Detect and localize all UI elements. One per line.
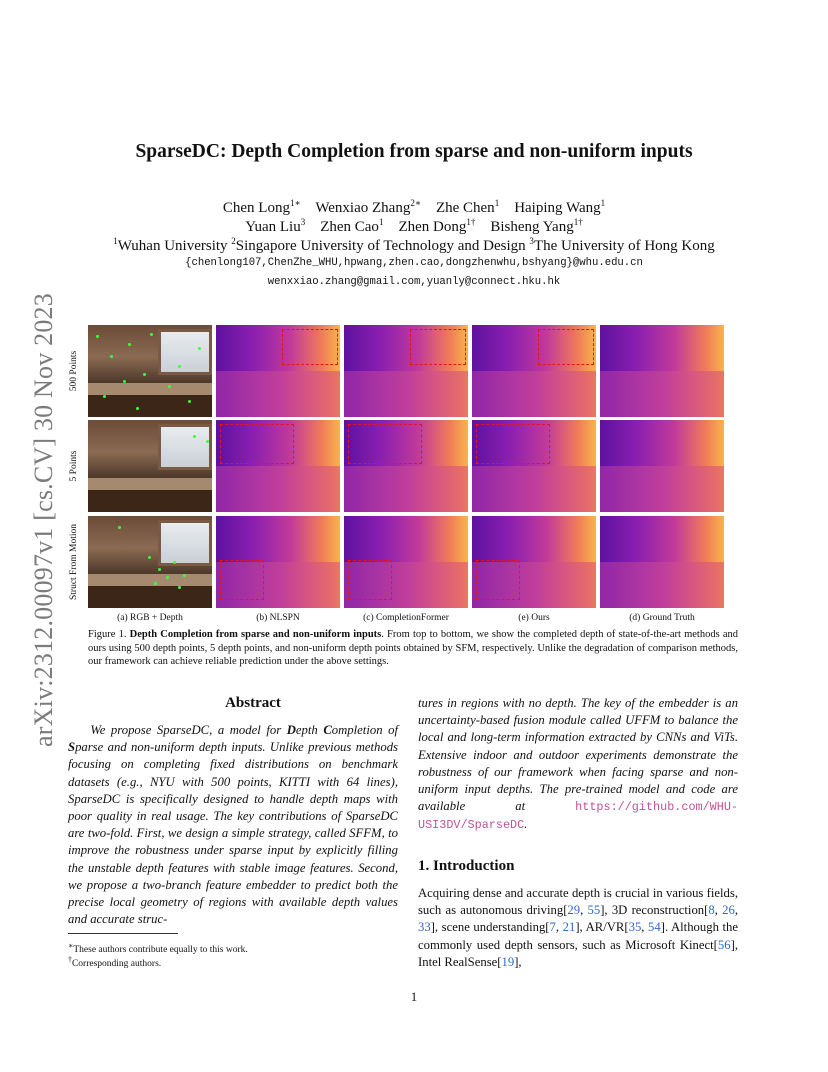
author: Yuan Liu: [245, 219, 301, 235]
citation-link[interactable]: 21: [562, 920, 576, 935]
citation-link[interactable]: 29: [567, 903, 581, 918]
intro-text-run: ],: [514, 954, 522, 969]
paper-title: SparseDC: Depth Completion from sparse and non-uniform inputs: [135, 141, 693, 162]
depth-point: [206, 440, 209, 443]
footnote-rule: [68, 933, 178, 934]
depth-point: [123, 380, 126, 383]
author: Zhen Cao: [320, 219, 379, 235]
citation-link[interactable]: 19: [501, 954, 515, 969]
floor-shape: [600, 562, 724, 608]
counter-shape: [88, 383, 212, 395]
highlight-box: [282, 329, 338, 365]
depth-point: [143, 373, 146, 376]
depth-point: [148, 556, 151, 559]
author: Zhe Chen: [435, 200, 495, 216]
affiliation: Singapore University of Technology and Design: [235, 238, 530, 254]
window-shape: [158, 520, 212, 566]
intro-text-run: ], Intel RealSense[: [418, 937, 738, 969]
highlight-box: [476, 560, 520, 600]
ours-depth-image: [472, 516, 596, 608]
floor-shape: [600, 466, 724, 512]
depth-point: [193, 435, 196, 438]
abstract-bold: C: [323, 723, 332, 737]
footnote-equal-contribution: [68, 941, 248, 955]
affiliation-sup: 2: [231, 236, 236, 246]
author-sup: 1: [494, 198, 500, 208]
depth-point: [166, 576, 169, 579]
intro-text-run: ], scene understanding[: [430, 920, 550, 935]
page-number: 1: [410, 990, 418, 1004]
depth-point: [103, 395, 106, 398]
floor-shape: [216, 371, 340, 417]
depth-point: [188, 400, 191, 403]
abstract-text: .: [524, 817, 528, 832]
row-label-text: Struct From Motion: [69, 523, 79, 601]
author-sup: 2∗: [410, 198, 421, 208]
abstract-bold: S: [68, 740, 76, 755]
abstract-heading: Abstract: [225, 695, 281, 711]
citation-link[interactable]: 33: [418, 920, 431, 935]
intro-text-run: ]. Although the commonly used depth sensors, such as Microsoft Kinect[: [418, 920, 738, 952]
column-label: (d) Ground Truth: [629, 613, 695, 623]
caption-bold: Depth Completion from sparse and non-uniform inputs: [129, 629, 382, 640]
author-sup: 1: [378, 217, 384, 227]
window-shape: [158, 329, 212, 375]
depth-point: [118, 526, 121, 529]
author-sup: 1∗: [289, 198, 301, 208]
abstract-text: parse: [75, 740, 104, 755]
cabinet-shape: [88, 395, 212, 417]
author-sup: 3: [300, 217, 306, 227]
row-label-text: 500 Points: [69, 350, 79, 392]
highlight-box: [476, 424, 550, 464]
citation-link[interactable]: 54: [648, 920, 661, 935]
depth-point: [136, 407, 139, 410]
nlspn-depth-image: [216, 420, 340, 512]
citation-link[interactable]: 26: [722, 903, 735, 918]
abstract-column-1: [68, 722, 398, 928]
affiliation: The University of Hong Kong: [533, 238, 715, 254]
footnote-text: These authors contribute equally to this work.: [73, 945, 248, 956]
ground-truth-depth-image: [600, 516, 724, 608]
author: Bisheng Yang: [490, 219, 574, 235]
intro-text-run: Acquiring dense and accurate depth is crucial in various fields, such as autonomous driving[: [418, 886, 738, 918]
counter-shape: [88, 478, 212, 490]
author: Haiping Wang: [514, 200, 601, 216]
depth-point: [178, 365, 181, 368]
footnote-corresponding: [68, 955, 161, 969]
depth-point: [110, 355, 113, 358]
affiliation-sup: 1: [113, 236, 118, 246]
cabinet-shape: [88, 586, 212, 608]
author-sup: 1†: [466, 217, 476, 227]
abstract-text: We propose SparseDC, a model for: [90, 723, 287, 737]
ours-depth-image: [472, 325, 596, 417]
intro-text-run: ,: [555, 920, 563, 935]
depth-point: [128, 343, 131, 346]
floor-shape: [344, 466, 468, 512]
highlight-box: [348, 560, 392, 600]
depth-point: [178, 586, 181, 589]
depth-point: [173, 561, 176, 564]
intro-text-run: ,: [734, 903, 738, 918]
intro-text-run: ,: [641, 920, 649, 935]
caption-prefix: Figure 1.: [88, 629, 130, 640]
affiliations: [0, 232, 828, 256]
rgb-depth-image: [88, 516, 212, 608]
abstract-bold: D: [286, 723, 296, 737]
citation-link[interactable]: 8: [708, 903, 715, 918]
column-label: (e) Ours: [518, 613, 550, 623]
abstract-text: epth: [295, 723, 324, 737]
intro-text-run: ], 3D reconstruction[: [600, 903, 709, 918]
intro-heading: 1. Introduction: [418, 858, 515, 874]
author: Wenxiao Zhang: [315, 200, 411, 216]
nlspn-depth-image: [216, 516, 340, 608]
cabinet-shape: [88, 490, 212, 512]
depth-point: [154, 582, 157, 585]
emails-line-2: wenxxiao.zhang@gmail.com,yuanly@connect.hku.hk: [267, 276, 561, 288]
citation-link[interactable]: 56: [717, 937, 731, 952]
depth-point: [158, 568, 161, 571]
highlight-box: [538, 329, 594, 365]
depth-point: [183, 574, 186, 577]
affiliation-sup: 3: [529, 236, 534, 246]
arxiv-identifier-text: arXiv:2312.00097v1 [cs.CV] 30 Nov 2023: [29, 293, 58, 747]
intro-text-run: ,: [580, 903, 588, 918]
completionformer-depth-image: [344, 516, 468, 608]
author: Chen Long: [222, 200, 290, 216]
affiliation: Wuhan University: [117, 238, 232, 254]
row-label: [60, 420, 88, 512]
citation-link[interactable]: 35: [628, 920, 642, 935]
highlight-box: [220, 560, 264, 600]
abstract-text: tures in regions with no depth. The key of the embedder is an uncertainty-based fusion module called UFFM to balance the local and long-term information extracted by CNNs and ViTs. Extensive indoor and outdoor experiments demonstrate the robustness of our framework when facing sparse and non-uniform input depths. The pre-trained model and code are available at: [418, 696, 738, 814]
depth-point: [168, 385, 171, 388]
abstract-column-2: [418, 695, 738, 835]
row-label-text: 5 Points: [69, 450, 79, 482]
floor-shape: [216, 466, 340, 512]
ours-depth-image: [472, 420, 596, 512]
ground-truth-depth-image: [600, 325, 724, 417]
completionformer-depth-image: [344, 420, 468, 512]
intro-text-run: ], AR/VR[: [575, 920, 629, 935]
author-sup: 1: [600, 198, 606, 208]
code-link[interactable]: https://github.com/WHU-USI3DV/SparseDC: [418, 800, 738, 833]
floor-shape: [472, 371, 596, 417]
highlight-box: [220, 424, 294, 464]
citation-link[interactable]: 55: [587, 903, 601, 918]
footnote-mark: †: [68, 955, 72, 964]
window-shape: [158, 424, 212, 470]
highlight-box: [348, 424, 422, 464]
figure-caption: [88, 628, 738, 669]
completionformer-depth-image: [344, 325, 468, 417]
depth-point: [96, 335, 99, 338]
depth-point: [150, 333, 153, 336]
row-label: [60, 516, 88, 608]
rgb-depth-image: [88, 325, 212, 417]
caption-text: . From top to bottom, we show the completed depth of state-of-the-art methods and ours using 500 depth points, 5 depth points, and non-uniform depth points obtained by SFM, respectively. Unlike the degradation of comparison methods, our framework can achieve reliable prediction under the above settings.: [88, 629, 738, 668]
author-sup: 1†: [573, 217, 583, 227]
floor-shape: [600, 371, 724, 417]
column-label: (a) RGB + Depth: [117, 613, 183, 623]
intro-text: [418, 885, 738, 971]
floor-shape: [472, 466, 596, 512]
abstract-text: and non-uniform depth inputs. Unlike previous methods focusing on completing fixed distributions on benchmark datasets (e.g., NYU with 500 points, KITTI with 64 lines), SparseDC is specifically designed to handle depth maps with poor quality in real usage. The key contributions of SparseDC are two-fold. First, we design a simple strategy, called SFFM, to improve the robustness under sparse input by explicitly filling the unstable depth features with stable image features. Second, we propose a two-branch feature embedder to predict both the precise local geometry of regions with available depth values and accurate struc-: [68, 740, 398, 927]
highlight-box: [410, 329, 466, 365]
footnote-text: Corresponding authors.: [71, 959, 162, 970]
author: Zhen Dong: [398, 219, 467, 235]
ground-truth-depth-image: [600, 420, 724, 512]
counter-shape: [88, 574, 212, 586]
emails-line-1: {chenlong107,ChenZhe_WHU,hpwang,zhen.cao,dongzhenwhu,bshyang}@whu.edu.cn: [185, 257, 643, 269]
intro-text-run: ,: [714, 903, 723, 918]
depth-point: [198, 347, 201, 350]
footnote-mark: ∗: [68, 941, 74, 950]
nlspn-depth-image: [216, 325, 340, 417]
column-label: (c) CompletionFormer: [363, 613, 449, 623]
citation-link[interactable]: 7: [549, 920, 556, 935]
abstract-text: ompletion of: [331, 723, 398, 737]
column-label: (b) NLSPN: [256, 613, 300, 623]
floor-shape: [344, 371, 468, 417]
row-label: [60, 325, 88, 417]
rgb-depth-image: [88, 420, 212, 512]
